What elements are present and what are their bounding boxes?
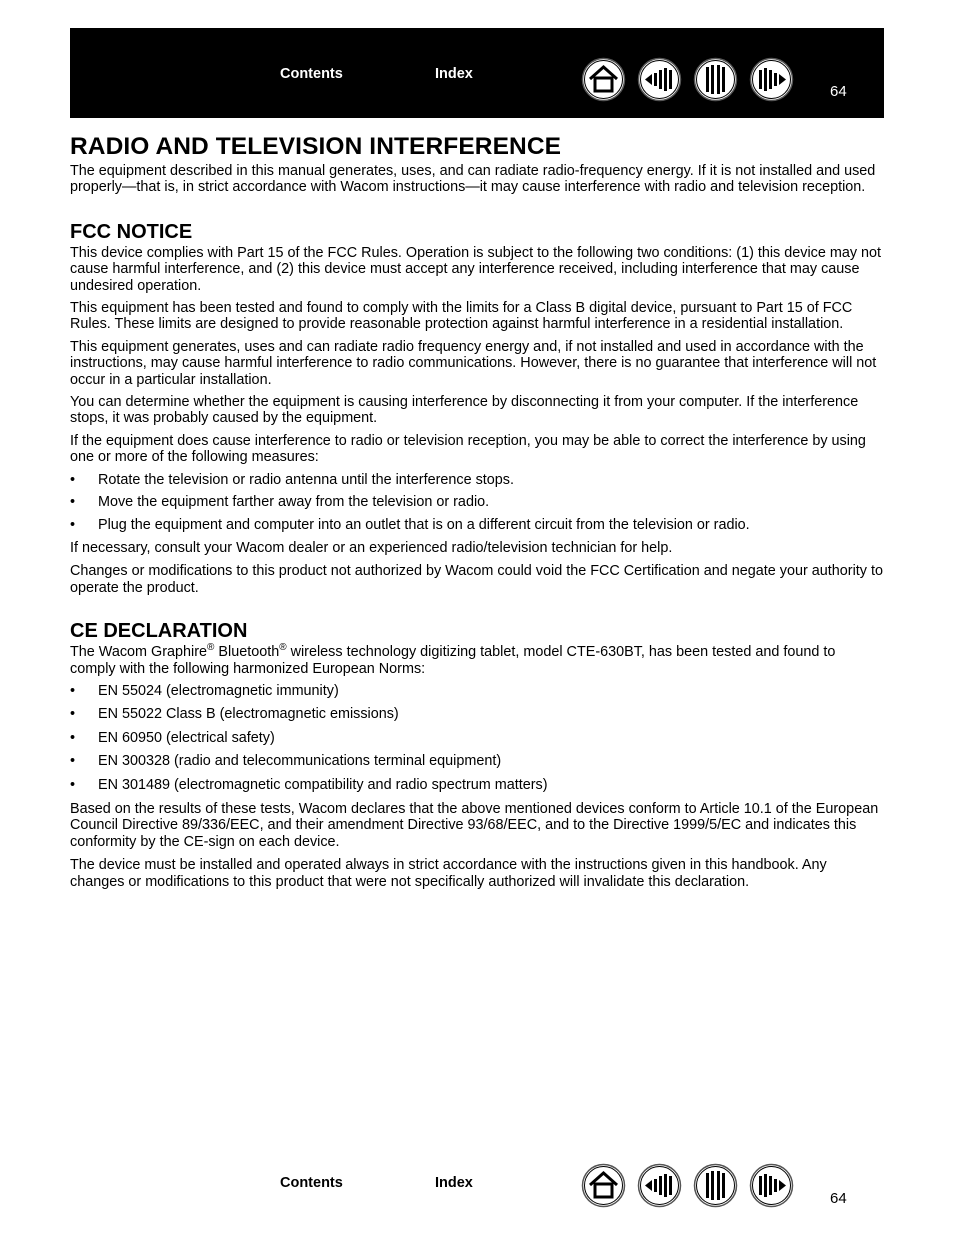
top-nav-bar (70, 28, 884, 118)
ce-bullet-list (70, 683, 884, 793)
contents-link[interactable]: Contents (280, 66, 343, 82)
list-item: • EN 60950 (electrical safety) (70, 729, 275, 746)
ce-declaration-heading: CE DECLARATION (70, 620, 248, 643)
home-icon[interactable] (581, 57, 626, 102)
list-item: • Plug the equipment and computer into an outlet that is on a different circuit from the television or radio. (70, 516, 750, 533)
previous-page-icon[interactable] (637, 57, 682, 102)
ce-paragraph-3: The device must be installed and operated always in strict accordance with the instructions given in this handbook. Any changes or modifications to this product that were not specifically authorized will invalidate this declaration. (70, 857, 827, 890)
ce-paragraph-1: The Wacom Graphire® Bluetooth® wireless technology digitizing tablet, model CTE-630BT, has been tested and found to comply with the following harmonized European Norms: (70, 642, 836, 677)
fcc-paragraph-1: This device complies with Part 15 of the FCC Rules. Operation is subject to the following two conditions: (1) this device may not cause harmful interference, and (2) this device must accept any interference received, including interference that may cause undesired operation. (70, 244, 882, 294)
list-item: • EN 55024 (electromagnetic immunity) (70, 682, 339, 699)
list-item: • EN 300328 (radio and telecommunications terminal equipment) (70, 753, 502, 770)
fcc-paragraph-3: This equipment generates, uses and can radiate radio frequency energy and, if not installed and used in accordance with the instructions, may cause harmful interference to radio communications. However, there is no guarantee that interference will not occur in a particular installation. (70, 338, 877, 388)
previous-page-icon[interactable] (637, 1163, 682, 1208)
contents-link[interactable]: Contents (280, 1175, 343, 1191)
fcc-bullet-list (70, 472, 884, 533)
page-number-bottom: 64 (830, 1190, 847, 1207)
fcc-paragraph-2: This equipment has been tested and found to comply with the limits for a Class B digital device, pursuant to Part 15 of FCC Rules. These limits are designed to provide reasonable protection against harmful interference in a residential installation. (70, 300, 853, 333)
list-item: • Move the equipment farther away from the television or radio. (70, 494, 490, 511)
bottom-nav-bar (70, 1160, 884, 1220)
section-icon[interactable] (693, 1163, 738, 1208)
page-content (70, 131, 884, 890)
fcc-notice-heading: FCC NOTICE (70, 220, 193, 243)
page-title: RADIO AND TELEVISION INTERFERENCE (70, 133, 562, 160)
index-link[interactable]: Index (435, 1175, 473, 1191)
index-link[interactable]: Index (435, 66, 473, 82)
ce-paragraph-2: Based on the results of these tests, Wacom declares that the above mentioned devices conform to Article 10.1 of the European Council Directive 89/336/EEC, and their amendment Directive 93/68/EEC, and to the Directive 1999/5/EC and indicates this conformity by the CE-sign on each device. (70, 800, 879, 850)
home-icon[interactable] (581, 1163, 626, 1208)
list-item: • EN 55022 Class B (electromagnetic emissions) (70, 706, 399, 723)
list-item: • Rotate the television or radio antenna until the interference stops. (70, 471, 514, 488)
section-icon[interactable] (693, 57, 738, 102)
fcc-paragraph-4: You can determine whether the equipment is causing interference by disconnecting it from your computer. If the interference stops, it was probably caused by the equipment. (70, 394, 859, 427)
fcc-paragraph-6: If necessary, consult your Wacom dealer or an experienced radio/television technician for help. (70, 539, 673, 556)
fcc-paragraph-5: If the equipment does cause interference to radio or television reception, you may be able to correct the interference by using one or more of the following measures: (70, 432, 866, 466)
page-number-top: 64 (830, 83, 847, 100)
list-item: • EN 301489 (electromagnetic compatibility and radio spectrum matters) (70, 776, 548, 793)
fcc-paragraph-7: Changes or modifications to this product not authorized by Wacom could void the FCC Certification and negate your authority to operate the product. (70, 563, 883, 596)
intro-paragraph: The equipment described in this manual generates, uses, and can radiate radio-frequency energy. If it is not installed and used properly—that is, in strict accordance with Wacom instructions—it may cause interference with radio and television reception. (70, 163, 876, 196)
next-page-icon[interactable] (749, 1163, 794, 1208)
next-page-icon[interactable] (749, 57, 794, 102)
